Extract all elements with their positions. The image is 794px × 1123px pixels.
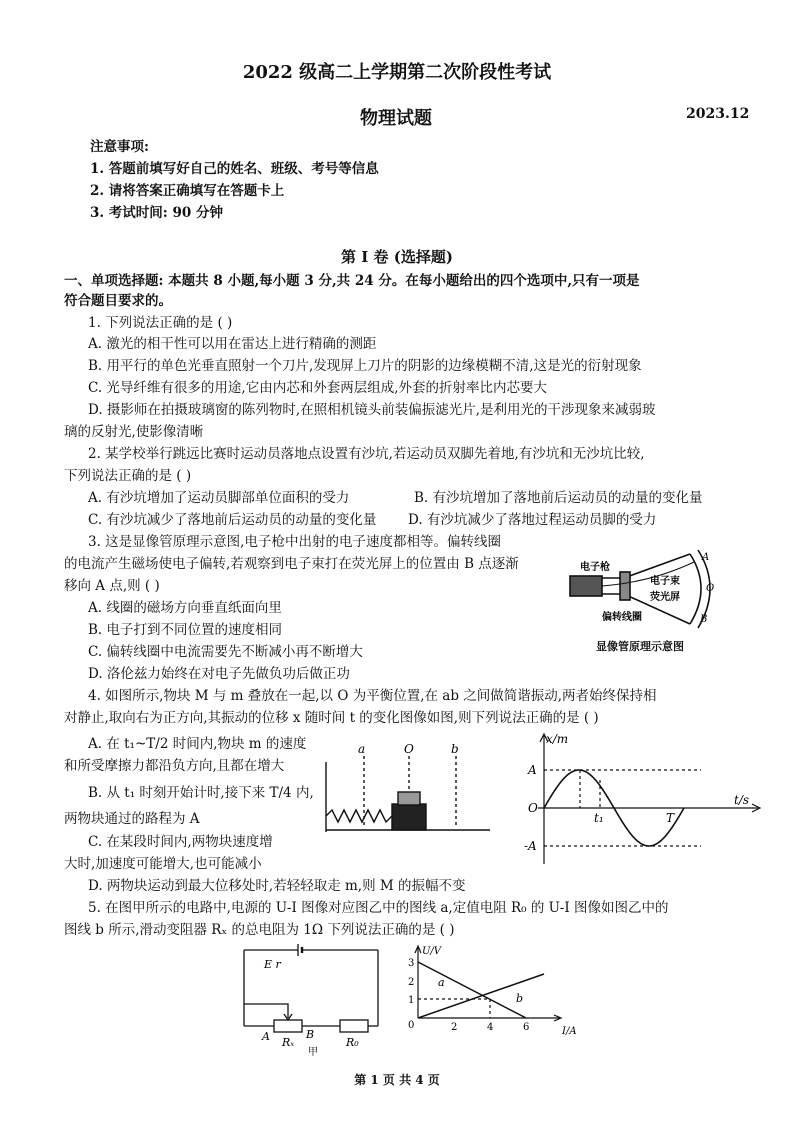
option-d: D. 两物块运动到最大位移处时,若轻轻取走 m,则 M 的振幅不变: [88, 878, 466, 894]
x-axis-label: I/A: [562, 1026, 577, 1037]
option-b: B. 用平行的单色光垂直照射一个刀片,发现屏上刀片的阴影的边缘模糊不清,这是光的衍射现象: [88, 358, 642, 374]
y-tick: 0: [408, 1020, 415, 1031]
y-axis-label: U/V: [422, 946, 442, 957]
label-o: O: [404, 742, 414, 756]
option-c: C. 有沙坑减少了落地前后运动员的动量的变化量: [88, 512, 377, 528]
notes-heading: 注意事项:: [90, 139, 149, 155]
label-coil: 偏转线圈: [602, 612, 642, 623]
x-t-graph: [516, 730, 766, 870]
option-d: D. 摄影师在拍摄玻璃窗的陈列物时,在照相机镜头前装偏振滤光片,是利用光的干涉现象来减弱玻: [88, 402, 656, 418]
u-i-graph: [404, 942, 594, 1038]
line-a-label: a: [438, 976, 445, 989]
y-tick: 3: [408, 958, 415, 969]
option-a: A. 有沙坑增加了运动员脚部单位面积的受力: [88, 490, 350, 506]
label-amp: A: [528, 763, 537, 777]
option-d: D. 洛伦兹力始终在对电子先做负功后做正功: [88, 666, 350, 682]
label-er: E r: [264, 958, 281, 971]
line-b-label: b: [516, 992, 524, 1005]
option-b-cont: 两物块通过的路程为 A: [64, 811, 200, 827]
page-footer: 第 1 页 共 4 页: [354, 1073, 440, 1087]
label-t1: t₁: [594, 811, 604, 825]
option-b: B. 从 t₁ 时刻开始计时,接下来 T/4 内,: [88, 785, 314, 801]
question-stem-cont: 的电流产生磁场使电子偏转,若观察到电子束打在荧光屏上的位置由 B 点逐渐: [64, 556, 519, 572]
circuit-caption: 甲: [308, 1047, 318, 1056]
option-d-cont: 璃的反射光,使影像清晰: [64, 424, 204, 440]
section-title: 第 I 卷 (选择题): [341, 248, 453, 266]
option-a: A. 激光的相干性可以用在雷达上进行精确的测距: [88, 336, 377, 352]
option-c: C. 在某段时间内,两物块速度增: [88, 834, 273, 850]
spring-block-diagram: [318, 742, 498, 850]
y-axis-label: x/m: [546, 732, 569, 746]
section-intro: 符合题目要求的。: [64, 293, 172, 309]
note-item: 3. 考试时间: 90 分钟: [90, 205, 223, 221]
label-beam: 电子束: [650, 576, 680, 587]
option-a: A. 在 t₁~T/2 时间内,物块 m 的速度: [88, 736, 307, 752]
y-tick: 2: [408, 977, 415, 988]
label-neg-amp: -A: [524, 839, 537, 853]
label-a: A: [262, 1030, 270, 1043]
label-origin: O: [528, 801, 538, 815]
label-b: b: [451, 742, 459, 756]
label-r0: R₀: [346, 1036, 359, 1049]
exam-date: 2023.12: [686, 106, 750, 122]
label-b: B: [700, 614, 708, 625]
question-stem: 1. 下列说法正确的是 ( ): [88, 315, 233, 331]
question-stem-cont: 对静止,取向右为正方向,其振动的位移 x 随时间 t 的变化图像如图,则下列说法正确的是 ( ): [64, 710, 599, 726]
question-stem-cont: 下列说法正确的是 ( ): [64, 468, 192, 484]
option-b: B. 电子打到不同位置的速度相同: [88, 622, 283, 638]
y-tick: 1: [408, 995, 415, 1006]
section-intro: 一、单项选择题: 本题共 8 小题,每小题 3 分,共 24 分。在每小题给出的四个选项中,只有一项是: [64, 273, 640, 289]
note-item: 1. 答题前填写好自己的姓名、班级、考号等信息: [90, 161, 379, 177]
label-gun: 电子枪: [580, 562, 610, 573]
question-stem: 2. 某学校举行跳远比赛时运动员落地点设置有沙坑,若运动员双脚先着地,有沙坑和无沙坑比较,: [88, 446, 645, 462]
x-tick: 6: [523, 1022, 530, 1033]
question-stem: 4. 如图所示,物块 M 与 m 叠放在一起,以 O 为平衡位置,在 ab 之间做简谐振动,两者始终保持相: [88, 688, 657, 704]
label-b: B: [306, 1028, 315, 1041]
option-c: C. 光导纤维有很多的用途,它由内芯和外套两层组成,外套的折射率比内芯要大: [88, 380, 548, 396]
option-a-cont: 和所受摩擦力都沿负方向,且都在增大: [64, 758, 285, 774]
option-b: B. 有沙坑增加了落地前后运动员的动量的变化量: [414, 490, 703, 506]
option-c-cont: 大时,加速度可能增大,也可能减小: [64, 856, 262, 872]
x-axis-label: t/s: [734, 793, 750, 807]
option-a: A. 线圈的磁场方向垂直纸面向里: [88, 600, 282, 616]
x-tick: 4: [487, 1022, 494, 1033]
label-a: A: [702, 552, 710, 563]
label-o: O: [706, 583, 715, 594]
option-c: C. 偏转线圈中电流需要先不断减小再不断增大: [88, 644, 363, 660]
label-period: T: [666, 811, 675, 825]
crt-caption: 显像管原理示意图: [596, 640, 684, 653]
label-screen: 荧光屏: [650, 592, 680, 603]
x-tick: 2: [451, 1022, 458, 1033]
question-stem-cont: 图线 b 所示,滑动变阻器 Rₓ 的总电阻为 1Ω 下列说法正确的是 ( ): [64, 922, 455, 938]
circuit-diagram: [236, 944, 386, 1056]
label-a: a: [358, 742, 366, 756]
exam-subtitle: 物理试题: [360, 108, 432, 129]
note-item: 2. 请将答案正确填写在答题卡上: [90, 183, 285, 199]
exam-title: 2022 级高二上学期第二次阶段性考试: [242, 62, 552, 83]
question-stem-cont: 移向 A 点,则 ( ): [64, 578, 160, 594]
label-rx: Rₓ: [282, 1036, 295, 1049]
question-stem: 5. 在图甲所示的电路中,电源的 U-I 图像对应图乙中的图线 a,定值电阻 R₀ 的 U-I 图像如图乙中的: [88, 900, 669, 916]
question-stem: 3. 这是显像管原理示意图,电子枪中出射的电子速度都相等。偏转线圈: [88, 534, 501, 550]
option-d: D. 有沙坑减少了落地过程运动员脚的受力: [408, 512, 657, 528]
